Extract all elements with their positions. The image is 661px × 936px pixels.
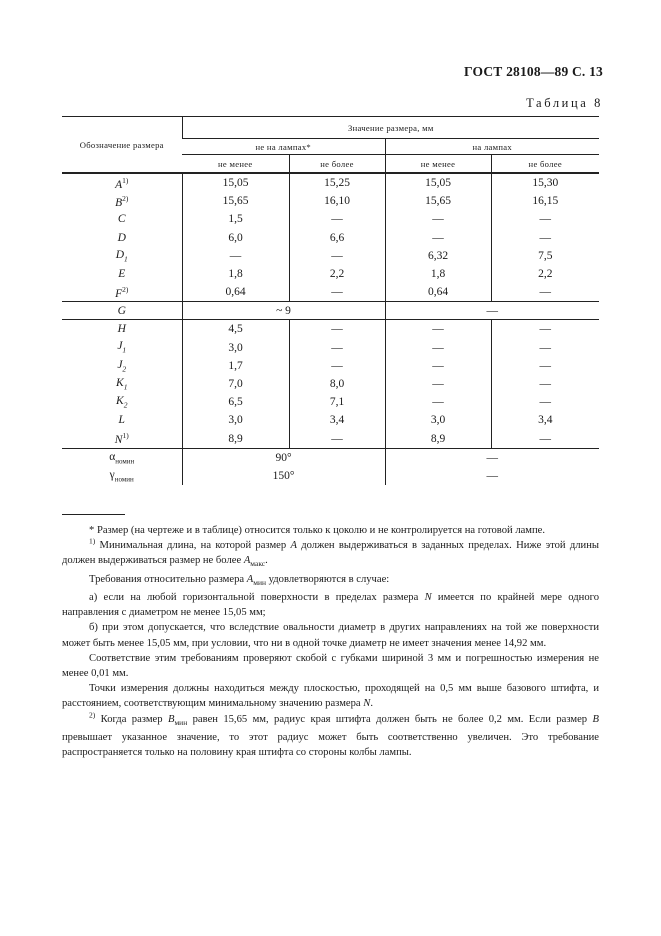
- footnote-text: Точки измерения должны находиться между плоскостью, проходящей на 0,5 мм выше базового штифта, и расстоянием, соответствующим минимальному значению размера: [62, 683, 599, 710]
- table-cell-merged: ~ 9: [182, 302, 385, 320]
- table-cell: —: [491, 357, 599, 375]
- dimension-subscript: 1: [124, 253, 128, 263]
- table-row: [62, 429, 599, 448]
- symbol-subscript: мин: [253, 577, 266, 587]
- table-row: [62, 357, 599, 375]
- footnote-text: равен 15,65 мм, радиус края штифта должен быть не более 0,2 мм. Если размер: [192, 713, 588, 725]
- table-cell: 1,8: [182, 265, 289, 283]
- footnote-text: Когда размер: [100, 713, 163, 725]
- table-cell: 8,9: [385, 429, 491, 448]
- table-row: [62, 247, 599, 265]
- dimension-label: A: [115, 178, 123, 191]
- dimension-label: D: [115, 248, 125, 261]
- table-cell-merged: —: [385, 467, 599, 485]
- symbol-a: A: [243, 555, 251, 567]
- table-cell: 6,5: [182, 393, 289, 411]
- table-cell: —: [385, 393, 491, 411]
- table-cell: —: [289, 320, 385, 339]
- symbol-a: A: [290, 540, 297, 552]
- table-cell: —: [385, 210, 491, 228]
- table-cell: 3,0: [385, 411, 491, 429]
- table-cell: 1,8: [385, 265, 491, 283]
- table-row: [62, 210, 599, 228]
- symbol-b: B: [167, 713, 175, 725]
- table-cell: —: [289, 339, 385, 357]
- table-cell: —: [289, 357, 385, 375]
- footnote-text: Минимальная длина, на которой размер: [99, 540, 287, 552]
- footnote-text: удовлетворяются в случае:: [268, 573, 390, 585]
- footnote-ref: 1): [122, 175, 129, 185]
- conformance-paragraph: Соответствие этим требованиям проверяют скобой с губками шириной 3 мм и погрешностью измерения не менее 0,01 мм.: [62, 652, 599, 680]
- dimension-subscript: 1: [123, 382, 128, 392]
- dimension-subscript: 2: [123, 400, 128, 410]
- table-row: [62, 375, 599, 393]
- table-cell: —: [491, 429, 599, 448]
- value-header: Значение размера, мм: [182, 117, 599, 139]
- table-cell: 4,5: [182, 320, 289, 339]
- table-cell: 3,4: [289, 411, 385, 429]
- symbol-a: A: [246, 573, 254, 585]
- table-cell: 15,05: [182, 173, 289, 192]
- table-cell: 16,10: [289, 192, 385, 210]
- table-row: [62, 173, 599, 192]
- dimension-label: H: [117, 323, 126, 336]
- table-row-g: [62, 302, 599, 320]
- col-max: не более: [491, 155, 599, 174]
- gamma-subscript: номин: [114, 475, 134, 484]
- dimension-subscript: 2: [122, 363, 127, 373]
- table-cell: 15,30: [491, 173, 599, 192]
- footnote-text: .: [370, 698, 374, 710]
- dimension-label: N: [114, 433, 123, 446]
- footnotes: [62, 523, 599, 760]
- symbol-n: N: [424, 592, 432, 604]
- dimension-label: L: [118, 414, 125, 427]
- table-row: [62, 339, 599, 357]
- table-cell: 7,1: [289, 393, 385, 411]
- table-cell: 8,0: [289, 375, 385, 393]
- table-cell: 15,65: [182, 192, 289, 210]
- col-max: не более: [289, 155, 385, 174]
- table-cell: —: [289, 210, 385, 228]
- table-row: [62, 283, 599, 302]
- table-cell: —: [491, 229, 599, 247]
- table-row: [62, 229, 599, 247]
- table-row: [62, 393, 599, 411]
- table-row: [62, 320, 599, 339]
- table-cell: 6,32: [385, 247, 491, 265]
- dimension-label: C: [117, 213, 126, 226]
- table-row-alpha: [62, 448, 599, 467]
- table-cell: —: [491, 339, 599, 357]
- table-cell: 7,5: [491, 247, 599, 265]
- case-b-paragraph: б) при этом допускается, что вследствие овальности диаметр в других направлениях на той же поверхности может быть менее 15,05 мм, при условии, что ни в одной точке диаметр не имеет значения менее 14,92 мм.: [62, 622, 599, 649]
- symbol-b: B: [592, 713, 599, 725]
- group-on-lamps: на лампах: [385, 139, 599, 155]
- table-cell: 2,2: [491, 265, 599, 283]
- table-caption: Таблица 8: [526, 96, 603, 110]
- dimension-label: B: [115, 196, 123, 209]
- col-min: не менее: [182, 155, 289, 174]
- footnote-2: [62, 712, 599, 761]
- table-cell: —: [491, 283, 599, 302]
- table-cell: —: [289, 247, 385, 265]
- dimension-label: G: [62, 302, 182, 320]
- footnote-1-mark: 1): [89, 536, 96, 546]
- footnote-text: превышает указанное значение, то этот радиус может быть соответственно увеличен. Это требование распространяется только на половину края штифта со стороны колбы лампы.: [62, 731, 599, 759]
- dimension-label: D: [117, 231, 126, 244]
- symbol-n: N: [363, 698, 371, 710]
- table-cell: 0,64: [182, 283, 289, 302]
- row-header: Обозначение размера: [62, 117, 182, 174]
- dimensions-table: [62, 116, 599, 485]
- table-cell: 0,64: [385, 283, 491, 302]
- table-row: [62, 192, 599, 210]
- group-not-on-lamps: не на лампах*: [182, 139, 385, 155]
- footnote-2-mark: 2): [89, 710, 96, 720]
- table-cell: —: [385, 357, 491, 375]
- dimension-label: K: [116, 376, 124, 389]
- requirements-paragraph: [62, 572, 599, 590]
- table-cell: —: [289, 429, 385, 448]
- page-header: ГОСТ 28108—89 С. 13: [464, 64, 603, 79]
- dimension-label: K: [116, 395, 124, 407]
- table-row: [62, 411, 599, 429]
- footnote-ref: 2): [122, 193, 129, 203]
- table-cell: 15,05: [385, 173, 491, 192]
- measurement-points-paragraph: [62, 681, 599, 711]
- footnote-text: Требования относительно размера: [89, 573, 245, 585]
- table-cell: 6,0: [182, 229, 289, 247]
- table-cell-merged: —: [385, 302, 599, 320]
- footnote-ref: 2): [122, 284, 129, 294]
- symbol-subscript: мин: [174, 717, 188, 727]
- dimension-label: J: [117, 340, 123, 353]
- footnote-ref: 1): [122, 431, 129, 441]
- table-cell-merged: 150°: [182, 467, 385, 485]
- gamma-symbol: γ: [109, 468, 115, 481]
- table-cell: —: [385, 375, 491, 393]
- table-cell: 8,9: [182, 429, 289, 448]
- table-cell: 1,7: [182, 357, 289, 375]
- table-cell: —: [182, 247, 289, 265]
- footnote-1: [62, 538, 599, 572]
- table-cell: —: [491, 393, 599, 411]
- symbol-subscript: макс: [250, 559, 266, 569]
- table-cell: —: [289, 283, 385, 302]
- col-min: не менее: [385, 155, 491, 174]
- dimension-label: J: [117, 358, 123, 371]
- table-cell: 3,0: [182, 411, 289, 429]
- alpha-symbol: α: [109, 450, 116, 463]
- table-cell-merged: —: [385, 448, 599, 467]
- table-row-gamma: [62, 467, 599, 485]
- dimension-label: F: [115, 287, 123, 300]
- table-cell-merged: 90°: [182, 448, 385, 467]
- table-cell: —: [385, 320, 491, 339]
- footnote-text: а) если на любой горизонтальной поверхности в пределах размера: [89, 592, 419, 604]
- table-cell: —: [385, 229, 491, 247]
- table-cell: 3,4: [491, 411, 599, 429]
- table-cell: 2,2: [289, 265, 385, 283]
- table-row: [62, 265, 599, 283]
- footnote-text: должен выдерживаться в заданных пределах. Ниже этой длины должен выдерживаться размер не более: [62, 540, 599, 567]
- footnote-divider: [62, 514, 125, 515]
- alpha-subscript: номин: [115, 456, 135, 465]
- dimension-label: E: [118, 268, 126, 281]
- table-cell: 7,0: [182, 375, 289, 393]
- dimension-subscript: 1: [122, 345, 127, 355]
- table-cell: —: [491, 210, 599, 228]
- table-cell: 1,5: [182, 210, 289, 228]
- table-cell: 16,15: [491, 192, 599, 210]
- table-cell: 3,0: [182, 339, 289, 357]
- table-cell: 6,6: [289, 229, 385, 247]
- table-cell: 15,25: [289, 173, 385, 192]
- table-cell: —: [491, 320, 599, 339]
- table-cell: —: [491, 375, 599, 393]
- footnote-star: * Размер (на чертеже и в таблице) относится только к цоколю и не контролируется на готовой лампе.: [89, 525, 546, 536]
- table-cell: —: [385, 339, 491, 357]
- table-cell: 15,65: [385, 192, 491, 210]
- footnote-text: .: [265, 555, 268, 567]
- footnote-text: имеется по крайней мере одного направления с диаметром не менее 15,05 мм;: [62, 592, 599, 619]
- case-a-paragraph: [62, 590, 599, 620]
